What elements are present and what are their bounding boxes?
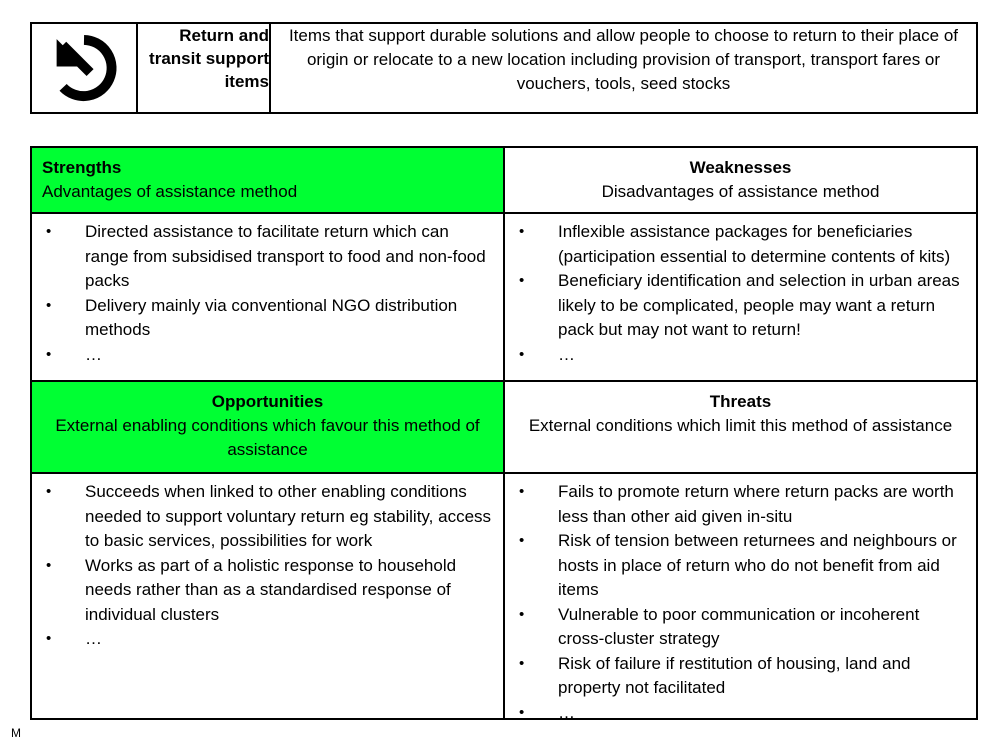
strengths-content-cell xyxy=(31,213,504,381)
opportunities-list xyxy=(40,480,495,652)
threats-body xyxy=(505,474,976,722)
threats-subtitle: External conditions which limit this method of assistance xyxy=(528,416,953,435)
footer-marker: M xyxy=(11,726,21,740)
threats-title: Threats xyxy=(709,392,772,411)
swot-heading-row-bottom xyxy=(31,381,977,473)
threats-content-cell xyxy=(504,473,977,722)
threats-heading-cell xyxy=(504,381,977,473)
weaknesses-subtitle: Disadvantages of assistance method xyxy=(601,182,880,201)
strengths-subtitle: Advantages of assistance method xyxy=(42,182,298,201)
strengths-body xyxy=(32,214,503,380)
list-item: • Beneficiary identification and selection in urban areas likely to be complicated, people may want a return pack but may not want to return! xyxy=(513,269,968,343)
opportunities-subtitle: External enabling conditions which favour this method of assistance xyxy=(55,416,480,459)
list-item: • … xyxy=(40,627,495,652)
weaknesses-heading xyxy=(505,148,976,212)
opportunities-heading xyxy=(32,382,503,472)
list-item: • Delivery mainly via conventional NGO distribution methods xyxy=(40,294,495,343)
strengths-list xyxy=(40,220,495,367)
header-table xyxy=(30,22,978,114)
weaknesses-heading-cell xyxy=(504,147,977,213)
header-title-cell xyxy=(137,23,270,113)
return-arrow-icon xyxy=(46,30,122,106)
swot-content-row-top xyxy=(31,213,977,381)
list-item: • Fails to promote return where return packs are worth less than other aid given in-situ xyxy=(513,480,968,529)
swot-heading-row-top xyxy=(31,147,977,213)
swot-content-row-bottom xyxy=(31,473,977,719)
opportunities-content-cell xyxy=(31,473,504,719)
threats-heading xyxy=(505,382,976,472)
opportunities-heading-cell xyxy=(31,381,504,473)
list-item: • Risk of failure if restitution of housing, land and property not facilitated xyxy=(513,652,968,701)
strengths-heading xyxy=(32,148,503,212)
opportunities-title: Opportunities xyxy=(211,392,324,411)
header-row xyxy=(31,23,977,113)
opportunities-body xyxy=(32,474,503,718)
list-item: • Inflexible assistance packages for beneficiaries (participation essential to determine contents of kits) xyxy=(513,220,968,269)
weaknesses-title: Weaknesses xyxy=(689,158,792,177)
weaknesses-content-cell xyxy=(504,213,977,381)
list-item: • … xyxy=(513,701,968,726)
strengths-title: Strengths xyxy=(42,158,122,177)
weaknesses-body xyxy=(505,214,976,380)
list-item: • Vulnerable to poor communication or incoherent cross-cluster strategy xyxy=(513,603,968,652)
threats-list xyxy=(513,480,968,725)
weaknesses-list xyxy=(513,220,968,367)
strengths-heading-cell xyxy=(31,147,504,213)
list-item: • Succeeds when linked to other enabling conditions needed to support voluntary return eg stability, access to basic services, possibilities for work xyxy=(40,480,495,554)
list-item: • Directed assistance to facilitate return which can range from subsidised transport to food and non-food packs xyxy=(40,220,495,294)
swot-table xyxy=(30,146,978,720)
list-item: • … xyxy=(40,343,495,368)
list-item: • Works as part of a holistic response to household needs rather than as a standardised response of individual clusters xyxy=(40,554,495,628)
header-description-cell xyxy=(270,23,977,113)
header-icon-cell xyxy=(31,23,137,113)
list-item: • … xyxy=(513,343,968,368)
page-title: Return and transit support items xyxy=(149,26,269,91)
page-description: Items that support durable solutions and allow people to choose to return to their place of origin or relocate to a new location including provision of transport, transport fares or vouchers, tools, seed stocks xyxy=(288,26,959,93)
list-item: • Risk of tension between returnees and neighbours or hosts in place of return who do not benefit from aid items xyxy=(513,529,968,603)
